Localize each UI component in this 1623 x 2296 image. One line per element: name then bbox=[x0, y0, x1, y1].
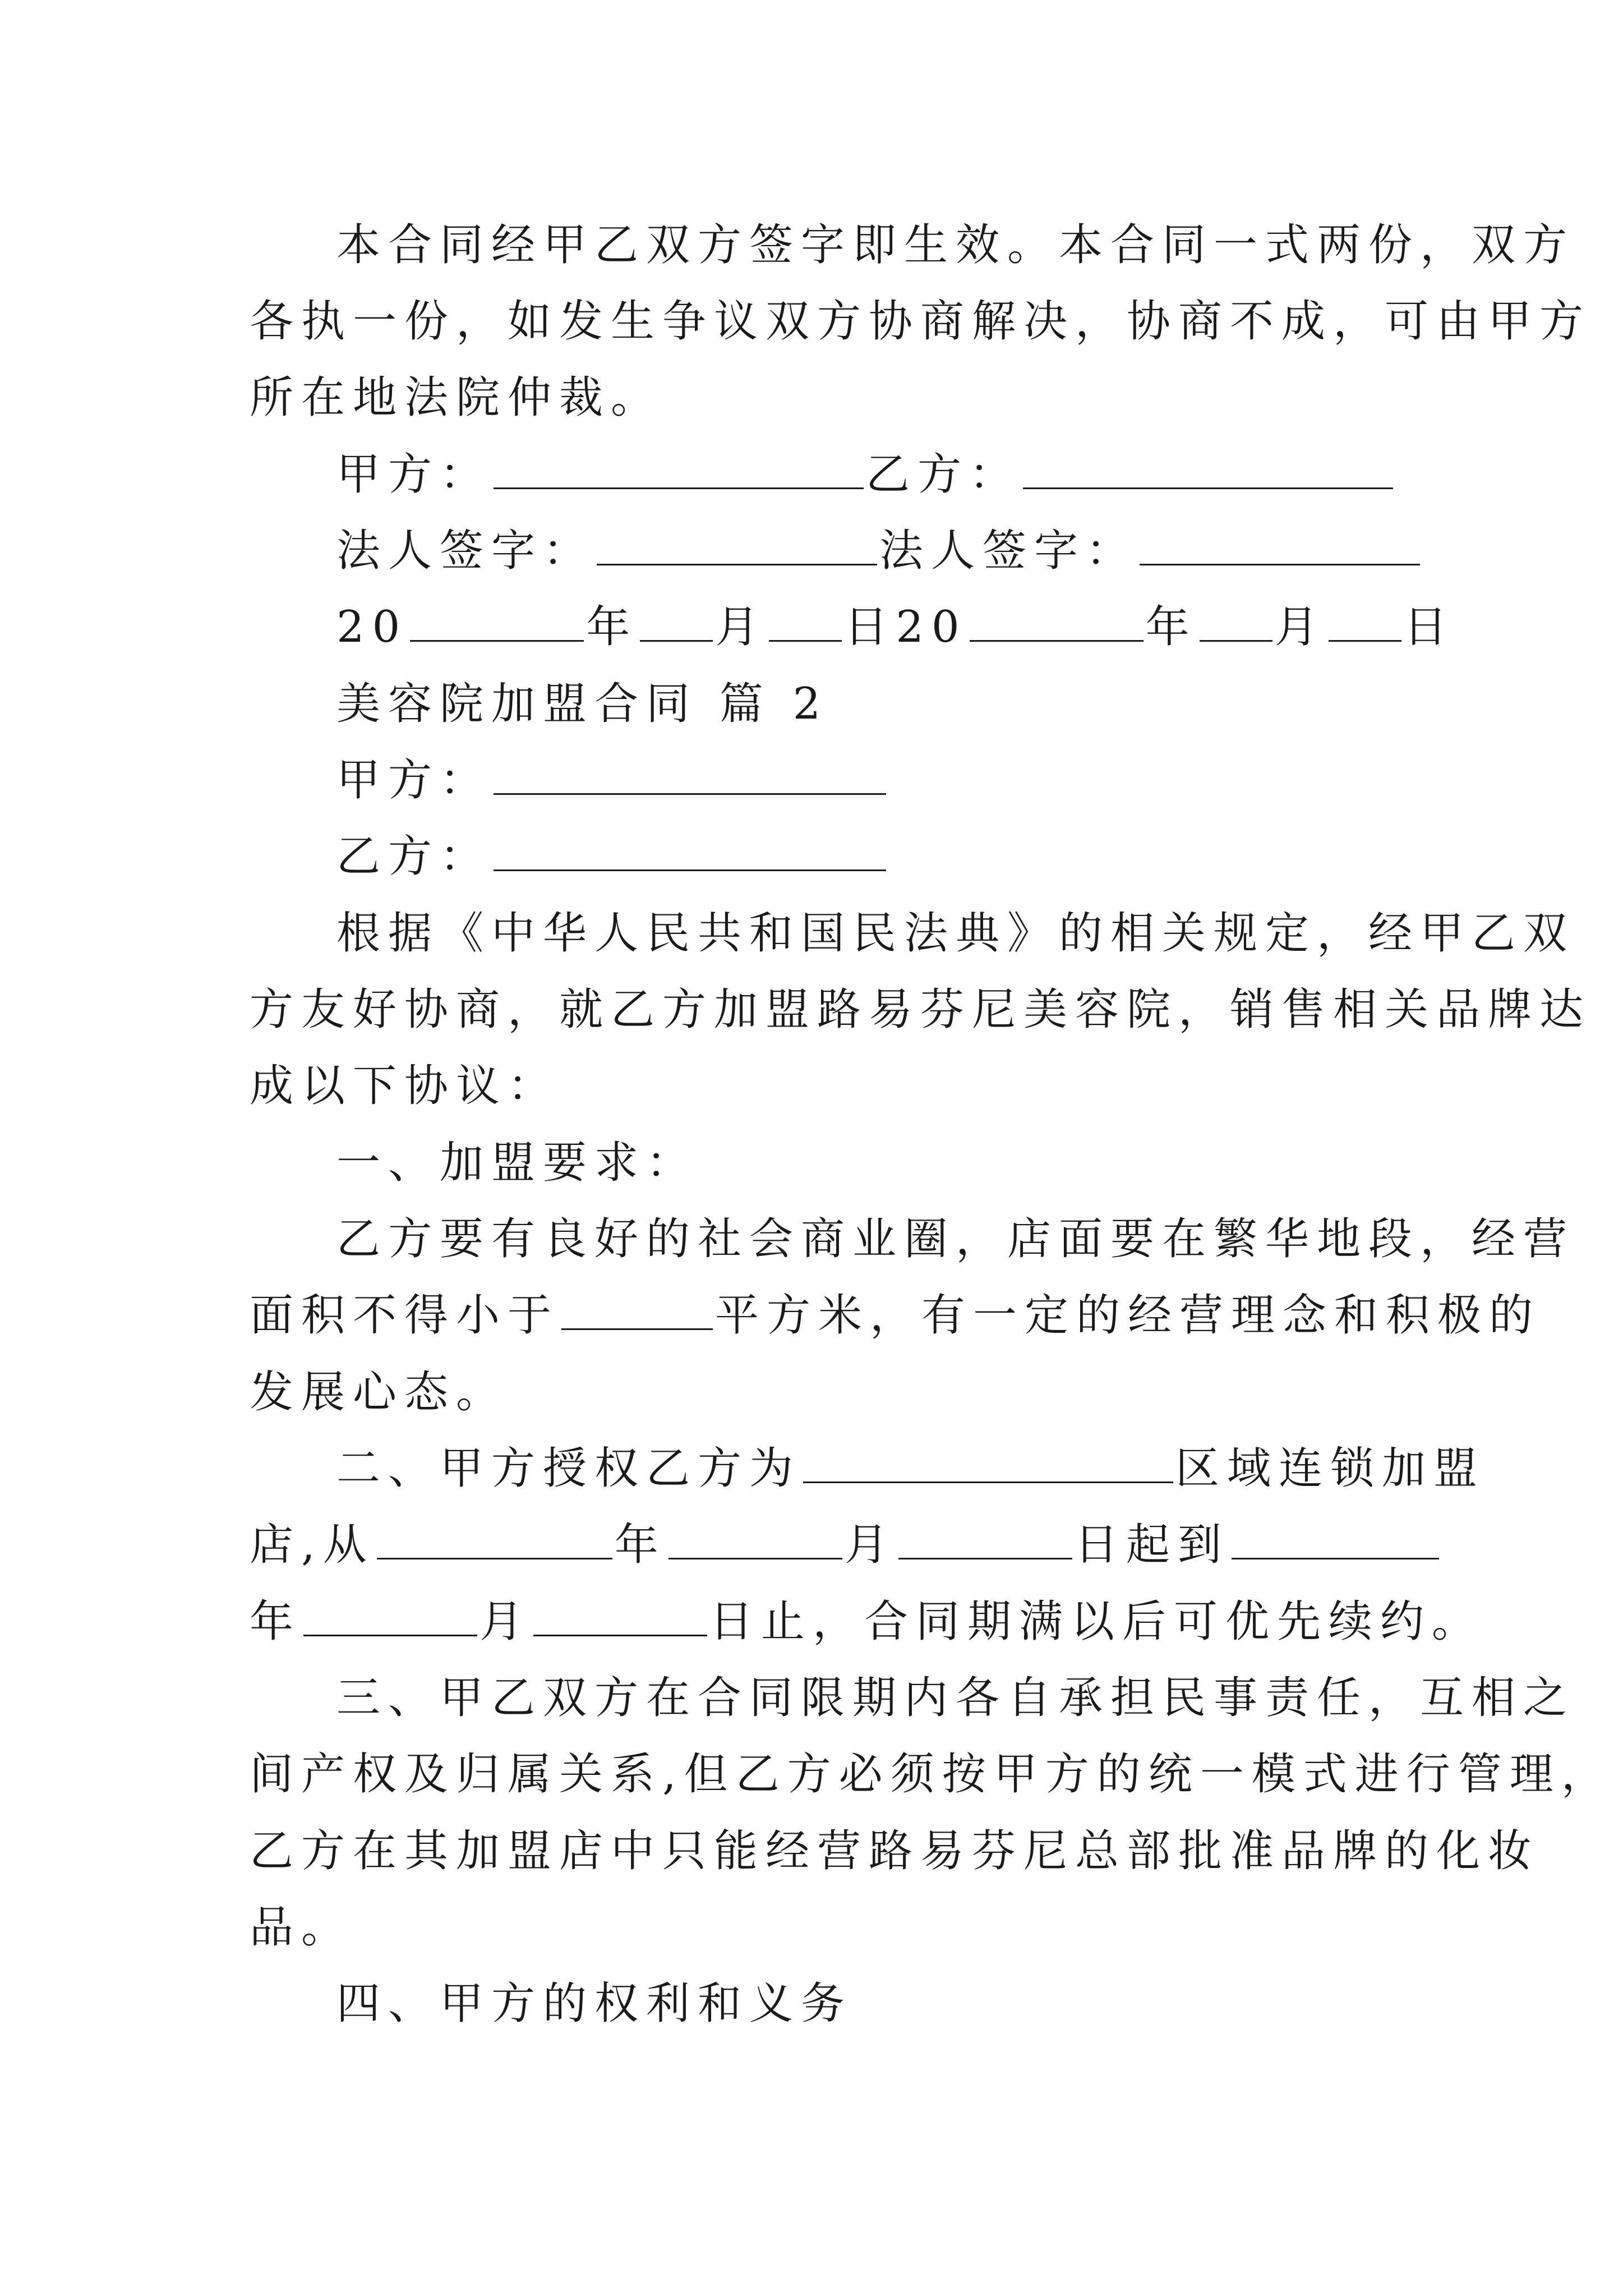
month-label-a: 月 bbox=[715, 602, 767, 652]
start-year-label: 年 bbox=[614, 1520, 666, 1570]
month-label-b: 月 bbox=[1274, 602, 1326, 652]
day-blank-a bbox=[769, 601, 842, 642]
region-blank bbox=[803, 1442, 1173, 1483]
area-blank bbox=[561, 1289, 713, 1330]
closing-para-line-3: 所在地法院仲裁。 bbox=[250, 372, 663, 423]
closing-para-line-1: 本合同经甲乙双方签字即生效。本合同一式两份，双方 bbox=[336, 220, 1575, 270]
clause-3-line-3: 乙方在其加盟店中只能经营路易芬尼总部批准品牌的化妆 bbox=[250, 1826, 1540, 1876]
start-day-label: 日起到 bbox=[1074, 1520, 1229, 1570]
clause-1-line-1: 乙方要有良好的社会商业圈，店面要在繁华地段，经营 bbox=[336, 1214, 1575, 1264]
end-day-blank bbox=[533, 1595, 707, 1636]
year-label-a: 年 bbox=[586, 602, 638, 652]
month-blank-a bbox=[640, 601, 713, 642]
legal-sign-b-label: 法人签字： bbox=[879, 526, 1138, 576]
end-month-blank bbox=[303, 1595, 477, 1636]
start-month-label: 月 bbox=[844, 1520, 896, 1570]
date-row bbox=[336, 599, 1455, 655]
clause-4-title: 四、甲方的权利和义务 bbox=[336, 1978, 853, 2029]
party-b-sign-label: 乙方： bbox=[866, 449, 1021, 500]
clause-3-line-1: 三、甲乙双方在合同限期内各自承担民事责任，互相之 bbox=[336, 1673, 1575, 1723]
signature-row-legal bbox=[336, 523, 1394, 579]
clause-2-line-3 bbox=[250, 1594, 1484, 1650]
legal-sign-a-label: 法人签字： bbox=[336, 526, 595, 576]
start-day-blank bbox=[898, 1519, 1072, 1559]
clause-1-area-unit: 平方米，有一定的经营理念和积极的 bbox=[715, 1290, 1541, 1341]
day-label-b: 日 bbox=[1403, 602, 1455, 652]
party-a-blank bbox=[494, 754, 886, 795]
date-prefix-b: 20 bbox=[896, 602, 967, 652]
closing-para-line-2: 各执一份，如发生争议双方协商解决，协商不成，可由甲方 bbox=[250, 296, 1592, 347]
day-label-a: 日 bbox=[844, 602, 896, 652]
month-blank-b bbox=[1200, 601, 1272, 642]
end-year-label: 年 bbox=[250, 1596, 302, 1647]
clause-1-line-3: 发展心态。 bbox=[250, 1367, 508, 1418]
clause-1-area-label: 面积不得小于 bbox=[250, 1290, 560, 1341]
intro-para-line-1: 根据《中华人民共和国民法典》的相关规定，经甲乙双 bbox=[336, 908, 1575, 959]
clause-3-line-2: 间产权及归属关系,但乙方必须按甲方的统一模式进行管理， bbox=[250, 1749, 1613, 1800]
party-a-sign-label: 甲方： bbox=[336, 449, 492, 500]
clause-2-line-2 bbox=[250, 1517, 1394, 1573]
clause-3-line-4: 品。 bbox=[250, 1902, 353, 1953]
end-year-blank bbox=[1232, 1519, 1439, 1559]
day-blank-b bbox=[1329, 601, 1401, 642]
clause-1-line-2 bbox=[250, 1287, 1541, 1343]
clause-2-from-text: 店,从 bbox=[250, 1520, 375, 1570]
party-a-sign-blank bbox=[494, 448, 864, 489]
end-day-label: 日止，合同期满以后可优先续约。 bbox=[709, 1596, 1484, 1647]
start-year-blank bbox=[377, 1519, 612, 1559]
year-label-b: 年 bbox=[1145, 602, 1197, 652]
clause-2-region-text: 区域连锁加盟 bbox=[1175, 1443, 1486, 1494]
legal-sign-b-blank bbox=[1140, 524, 1420, 565]
party-a-row bbox=[336, 752, 1394, 808]
section-title: 美容院加盟合同 篇 2 bbox=[336, 679, 829, 729]
clause-2-line-1 bbox=[336, 1441, 1486, 1497]
year-blank-a bbox=[410, 601, 584, 642]
start-month-blank bbox=[668, 1519, 842, 1559]
intro-para-line-3: 成以下协议： bbox=[250, 1061, 560, 1111]
signature-row-parties bbox=[336, 447, 1394, 503]
party-a-label: 甲方： bbox=[336, 755, 492, 806]
clause-2-grant-text: 二、甲方授权乙方为 bbox=[336, 1443, 801, 1494]
party-b-label: 乙方： bbox=[336, 831, 492, 882]
year-blank-b bbox=[970, 601, 1144, 642]
intro-para-line-2: 方友好协商，就乙方加盟路易芬尼美容院，销售相关品牌达 bbox=[250, 984, 1592, 1035]
party-b-sign-blank bbox=[1023, 448, 1393, 489]
date-prefix-a: 20 bbox=[336, 602, 408, 652]
party-b-row bbox=[336, 829, 1394, 885]
party-b-blank bbox=[494, 830, 886, 871]
clause-1-title: 一、加盟要求： bbox=[336, 1138, 698, 1188]
legal-sign-a-blank bbox=[597, 524, 877, 565]
end-month-label: 月 bbox=[479, 1596, 532, 1647]
